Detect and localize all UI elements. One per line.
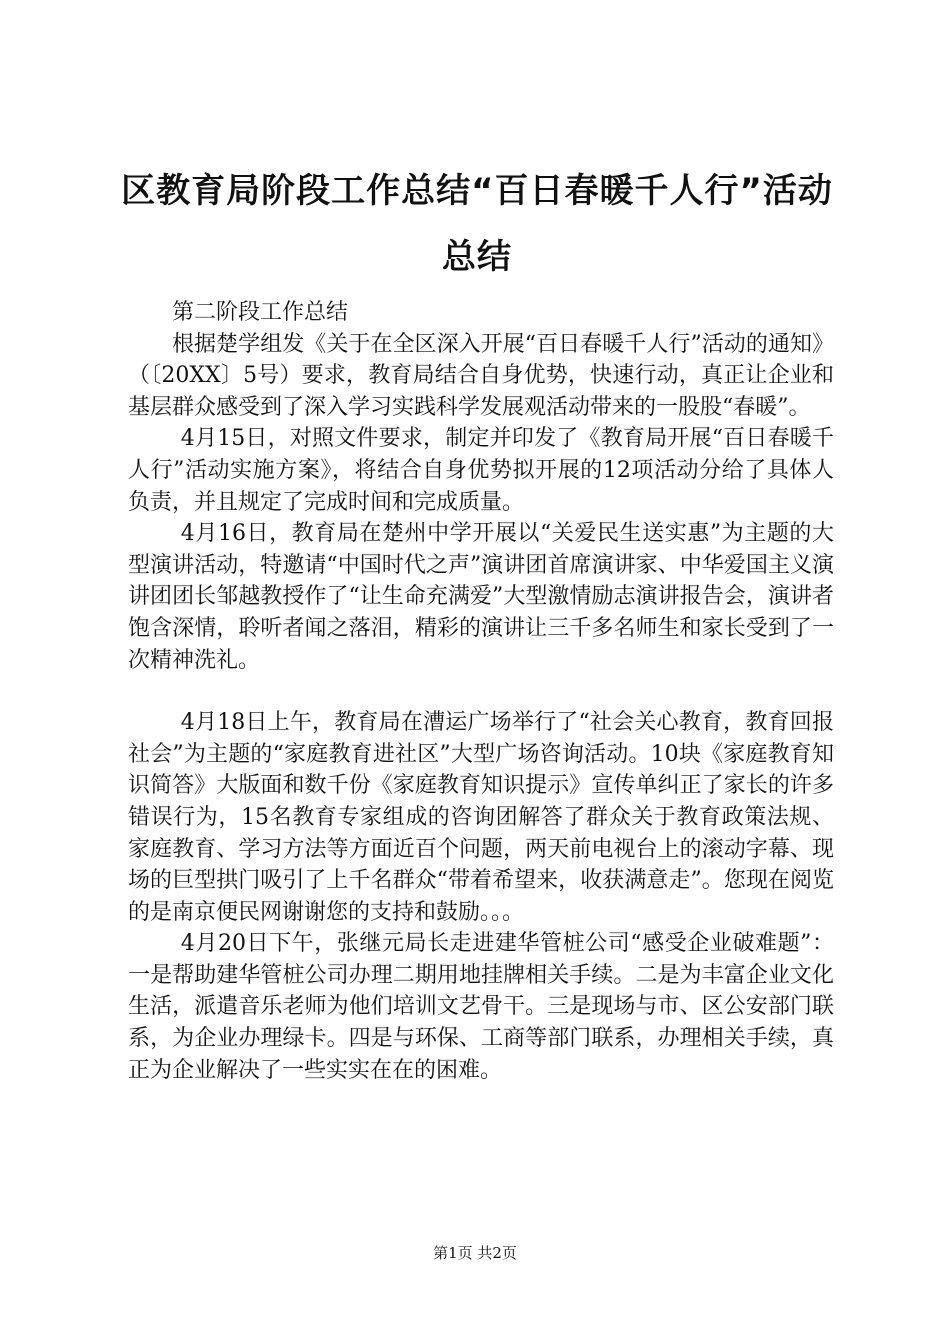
- section-heading: 第二阶段工作总结: [172, 300, 349, 325]
- page-number-footer: 第1页 共2页: [433, 1244, 517, 1262]
- document-title: 区教育局阶段工作总结“百日春暖千人行”活动总结: [121, 171, 833, 277]
- document-body: [128, 297, 834, 1086]
- paragraph-april-16: 4月16日，教育局在楚州中学开展以“关爱民生送实惠”为主题的大型演讲活动，特邀请“中国时代之声”演讲团首席演讲家、中华爱国主义演讲团团长邹越教授作了“让生命充满爱”大型激情励志演讲报告会，演讲者饱含深情，聆听者闻之落泪，精彩的演讲让三千多名师生和家长受到了一次精神洗礼。: [128, 521, 834, 673]
- paragraph-april-15: 4月15日，对照文件要求，制定并印发了《教育局开展“百日春暖千人行”活动实施方案》，将结合自身优势拟开展的12项活动分给了具体人负责，并且规定了完成时间和完成质量。: [128, 426, 834, 515]
- paragraph-april-20: 4月20日下午，张继元局长走进建华管桩公司“感受企业破难题”：一是帮助建华管桩公司办理二期用地挂牌相关手续。二是为丰富企业文化生活，派遣音乐老师为他们培训文艺骨干。三是现场与市、区公安部门联系，为企业办理绿卡。四是与环保、工商等部门联系，办理相关手续，真正为企业解决了一些实实在在的困难。: [128, 931, 834, 1083]
- paragraph-intro: 根据楚学组发《关于在全区深入开展“百日春暖千人行”活动的通知》（〔20XX〕5号）要求，教育局结合自身优势，快速行动，真正让企业和基层群众感受到了深入学习实践科学发展观活动带来的一股股“春暖”。: [128, 331, 834, 420]
- paragraph-april-18: 4月18日上午，教育局在漕运广场举行了“社会关心教育，教育回报社会”为主题的“家庭教育进社区”大型广场咨询活动。10块《家庭教育知识简答》大版面和数千份《家庭教育知识提示》宣传单纠正了家长的许多错误行为，15名教育专家组成的咨询团解答了群众关于教育政策法规、家庭教育、学习方法等方面近百个问题，两天前电视台上的滚动字幕、现场的巨型拱门吸引了上千名群众“带着希望来，收获满意走”。您现在阅览的是南京便民网谢谢您的支持和鼓励。。。: [128, 710, 834, 925]
